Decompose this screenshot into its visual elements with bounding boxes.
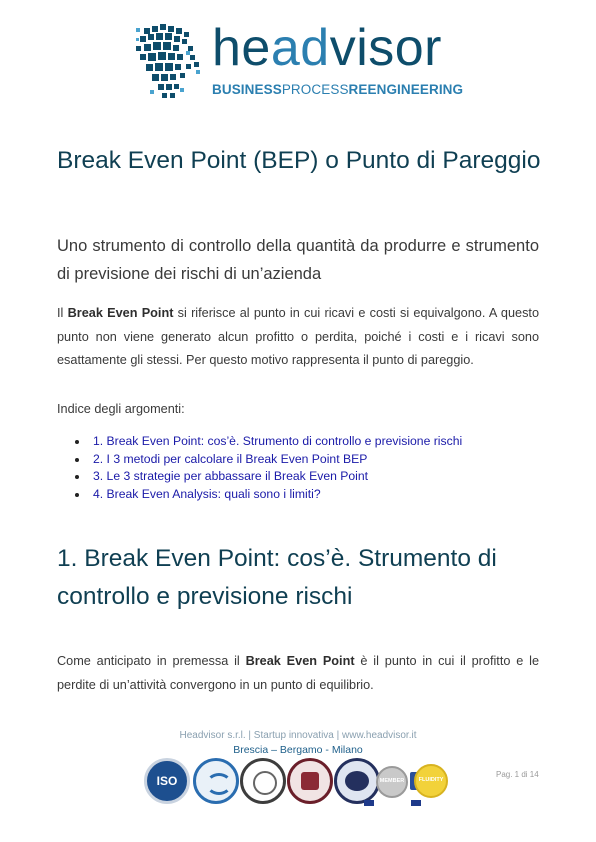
toc-link-3[interactable]: 3. Le 3 strategie per abbassare il Break Even Point [75,468,462,486]
headvisor-logo [132,19,472,104]
toc-link-2[interactable]: 2. I 3 metodi per calcolare il Break Even Point BEP [75,451,462,469]
index-label: Indice degli argomenti: [57,402,185,416]
logo-tagline: BUSINESSPROCESSREENGINEERING [212,82,464,97]
document-subtitle: Uno strumento di controllo della quantità da produrre e strumento di previsione dei rischi di un’azienda [57,237,539,283]
intro-bold-term: Break Even Point [67,306,174,320]
certification-badges [144,758,448,806]
table-of-contents [75,433,462,503]
fluidity-badge-icon: FLUIDITY [414,764,448,798]
logo-wordmark: headvisor [212,19,442,77]
eu-flag-icon-1 [364,800,374,806]
iso-certification-badge-icon: ISO [144,758,190,804]
certification-badge-2-icon [193,758,239,804]
section-1-bold-term: Break Even Point [245,654,355,668]
footer-company-line: Headvisor s.r.l. | Startup innovativa | www.headvisor.it [179,730,417,741]
section-1-paragraph: Come anticipato in premessa il Break Even Point è il punto in cui il profitto e le perdite di un’attività convergono in un punto di equilibrio. [57,654,540,692]
intro-paragraph: Il Break Even Point si riferisce al punto in cui ricavi e costi si equivalgono. A questo punto non viene generato alcun profitto o perdita, poiché i costi e i ricavi sono esattamente gli stessi. Per questo motivo rappresenta il punto di pareggio. [57,306,539,367]
toc-link-4[interactable]: 4. Break Even Analysis: quali sono i limiti? [75,486,462,504]
head-pixel-logo-icon [136,24,208,100]
page-number: Pag. 1 di 14 [496,770,539,779]
member-badge-icon: MEMBER [376,766,408,798]
section-1-heading: 1. Break Even Point: cos’è. Strumento di controllo e previsione rischi [57,545,497,610]
document-title: Break Even Point (BEP) o Punto di Pareggio [57,147,541,174]
footer-cities-line: Brescia – Bergamo - Milano [233,744,363,756]
certification-badge-5-icon [334,758,380,804]
toc-link-1[interactable]: 1. Break Even Point: cos’è. Strumento di controllo e previsione rischi [75,433,462,451]
certification-badge-3-icon [240,758,286,804]
eu-flag-icon-2 [411,800,421,806]
certification-badge-4-icon [287,758,333,804]
